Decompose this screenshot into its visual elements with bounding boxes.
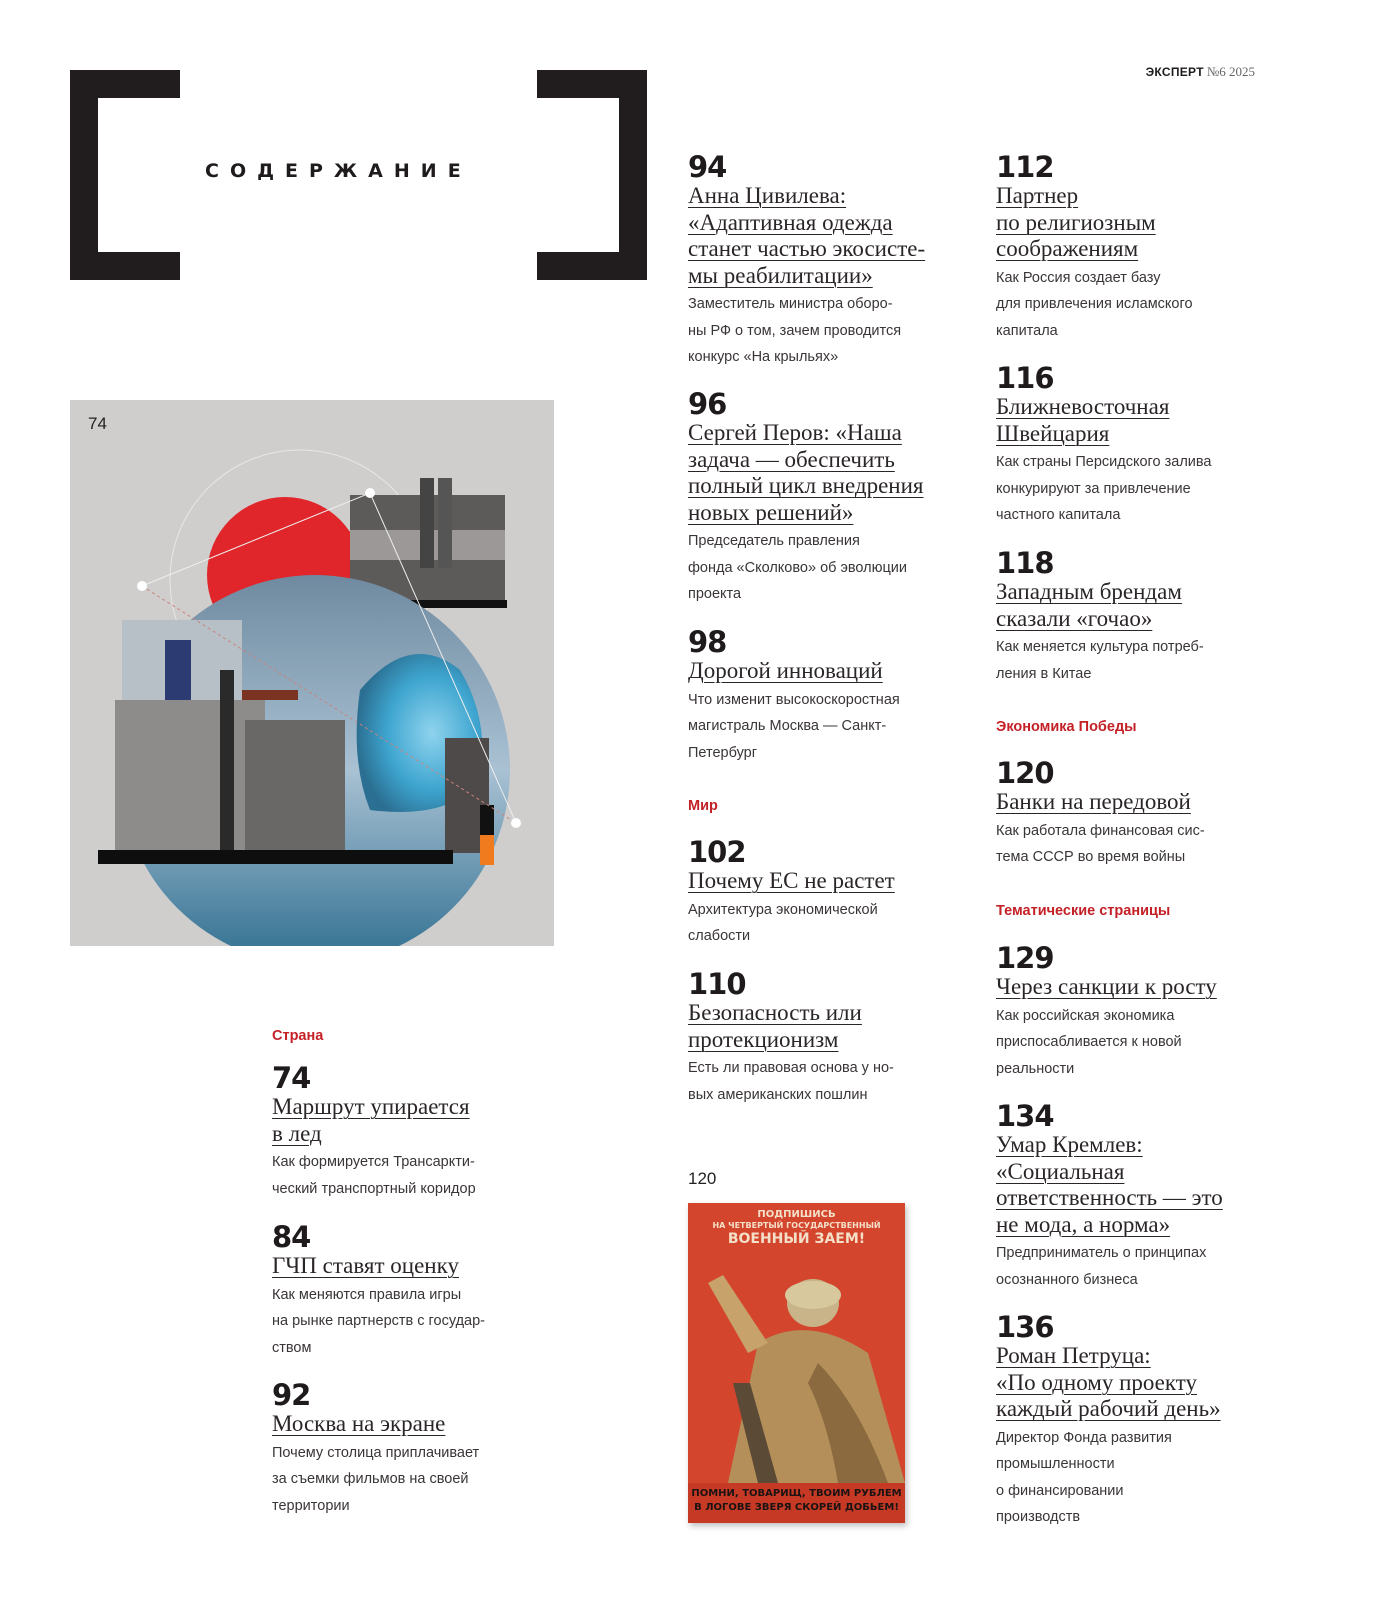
issue-number: №6 2025 [1206,64,1255,79]
toc-entry[interactable] [996,1100,1276,1293]
toc-entry[interactable] [688,626,968,766]
section-ekonomika-pobedy: Экономика Победы [996,719,1137,735]
article-description: Как Россия создает базу для привлечения исламского капитала [996,269,1193,339]
article-title[interactable]: Через санкции к росту [996,974,1217,999]
page-number: 110 [688,967,746,1001]
article-title[interactable]: Западным брендам сказали «гочао» [996,579,1182,631]
article-description: Как меняются правила игры на рынке партнерств с государ- ством [272,1286,486,1356]
soldier-illustration [688,1203,905,1523]
page-number: 102 [688,835,746,869]
collage-page-ref: 74 [88,414,107,433]
article-description: Есть ли правовая основа у но- вых американских пошлин [688,1060,894,1103]
article-description: Председатель правления фонда «Сколково» об эволюции проекта [688,533,907,602]
poster-page-ref: 120 [688,1169,717,1188]
magazine-name: ЭКСПЕРТ [1145,65,1204,79]
toc-entry[interactable] [996,757,1276,871]
toc-entry[interactable] [688,388,968,608]
war-loan-poster[interactable] [688,1203,905,1523]
page-number: 120 [996,756,1054,790]
toc-entry[interactable] [996,942,1276,1082]
article-title[interactable]: Безопасность или протекционизм [688,1000,862,1052]
article-title[interactable]: Банки на передовой [996,789,1191,814]
article-description: Как меняется культура потреб- ления в Китае [996,639,1204,682]
toc-entry[interactable] [996,362,1276,529]
article-title[interactable]: Партнер по религиозным соображениям [996,183,1156,261]
page-number: 129 [996,941,1054,975]
toc-entry[interactable] [688,836,968,950]
section-tematicheskie: Тематические страницы [996,903,1171,919]
page-number: 84 [272,1220,311,1254]
page-number: 136 [996,1310,1054,1344]
page-number: 116 [996,361,1054,395]
masthead [1146,64,1255,80]
page-number: 92 [272,1378,311,1412]
toc-entry[interactable] [688,968,968,1108]
toc-entry[interactable] [996,547,1276,687]
article-title[interactable]: Ближневосточная Швейцария [996,394,1170,446]
toc-entry[interactable] [272,1062,552,1202]
collage-illustration[interactable] [70,400,554,946]
toc-entry[interactable] [688,151,968,371]
section-mir: Мир [688,798,718,814]
page-number: 74 [272,1061,311,1095]
article-description: Заместитель министра оборо- ны РФ о том, зачем проводится конкурс «На крыльях» [688,296,902,365]
article-description: Как российская экономика приспосабливается к новой реальности [996,1007,1182,1077]
article-description: Архитектура экономической слабости [688,901,878,944]
article-title[interactable]: ГЧП ставят оценку [272,1253,459,1278]
poster-bottom-text: ПОМНИ, ТОВАРИЩ, ТВОИМ РУБЛЕМ В ЛОГОВЕ ЗВЕРЯ СКОРЕЙ ДОБЬЕМ! [688,1483,905,1523]
article-title[interactable]: Маршрут упирается в лед [272,1094,470,1146]
article-description: Как работала финансовая сис- тема СССР во время войны [996,822,1205,865]
page-number: 96 [688,387,727,421]
article-title[interactable]: Сергей Перов: «Наша задача — обеспечить полный цикл внедрения новых решений» [688,420,924,525]
article-description: Почему столица приплачивает за съемки фильмов на своей территории [272,1444,480,1514]
toc-entry[interactable] [996,1311,1276,1531]
article-description: Что изменит высокоскоростная магистраль Москва — Санкт- Петербург [688,691,900,761]
page-number: 112 [996,150,1054,184]
article-description: Предприниматель о принципах осознанного бизнеса [996,1245,1207,1288]
article-description: Как формируется Трансаркти- ческий транспортный коридор [272,1154,476,1197]
page-number: 94 [688,150,727,184]
article-title[interactable]: Анна Цивилева: «Адаптивная одежда станет частью экосисте- мы реабилитации» [688,183,926,288]
article-title[interactable]: Дорогой инноваций [688,658,883,683]
page-number: 134 [996,1099,1054,1133]
toc-entry[interactable] [272,1379,552,1519]
article-title[interactable]: Москва на экране [272,1411,446,1436]
article-title[interactable]: Роман Петруца: «По одному проекту каждый рабочий день» [996,1343,1221,1421]
toc-entry[interactable] [272,1221,552,1361]
section-strana: Страна [272,1028,324,1044]
arctic-route-collage [70,400,554,946]
poster-top-text: ПОДПИШИСЬ НА ЧЕТВЕРТЫЙ ГОСУДАРСТВЕННЫЙ ВОЕННЫЙ ЗАЕМ! [712,1209,881,1247]
article-title[interactable]: Почему ЕС не растет [688,868,895,893]
article-description: Директор Фонда развития промышленности о финансировании производств [996,1429,1172,1525]
toc-entry[interactable] [996,151,1276,344]
page-number: 118 [996,546,1054,580]
page-title: СОДЕРЖАНИЕ [205,160,472,182]
page-number: 98 [688,625,727,659]
article-description: Как страны Персидского залива конкурируют за привлечение частного капитала [996,454,1212,523]
article-title[interactable]: Умар Кремлев: «Социальная ответственность — это не мода, а норма» [996,1132,1223,1237]
